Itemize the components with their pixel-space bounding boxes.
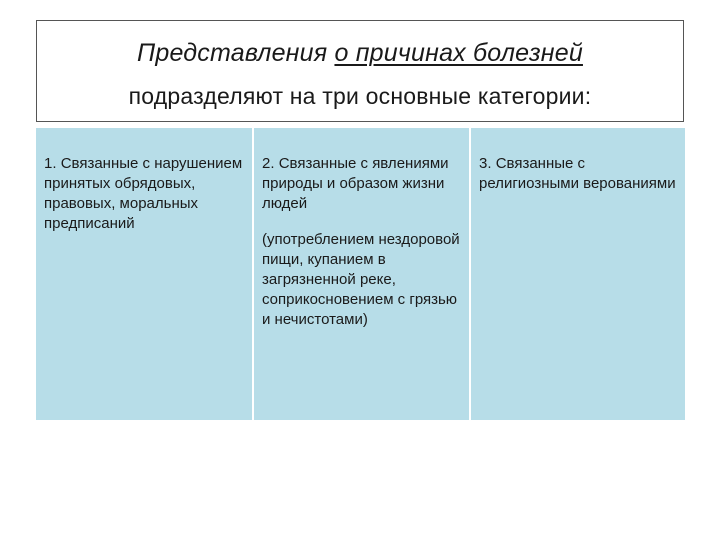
category-3-number: 3. — [479, 155, 492, 172]
category-2-number: 2. — [262, 155, 275, 172]
category-3-text — [479, 154, 679, 194]
category-cell-3 — [469, 128, 685, 420]
title-prefix: Представления — [137, 39, 335, 67]
category-3-label: Связанные с религиозными верованиями — [479, 155, 676, 192]
title-line-2: подразделяют на три основные категории: — [128, 83, 592, 109]
title-box — [36, 20, 684, 122]
title-line-1 — [37, 39, 683, 68]
title-underlined-phrase: о причинах болезней — [334, 39, 583, 67]
category-cell-1 — [36, 128, 252, 420]
category-1-label: Связанные с нарушением принятых обрядовых, правовых, моральных предписаний — [44, 155, 243, 232]
category-2-details: (употреблением нездоровой пищи, купанием в загрязненной реке, соприкосновением с грязью и нечистотами) — [262, 231, 460, 328]
category-1-number: 1. — [44, 155, 57, 172]
categories-table — [36, 128, 685, 420]
category-2-text — [262, 154, 463, 214]
category-cell-2 — [252, 128, 469, 420]
category-2-label: Связанные с явлениями природы и образом жизни людей — [262, 155, 449, 212]
category-1-text — [44, 154, 246, 234]
